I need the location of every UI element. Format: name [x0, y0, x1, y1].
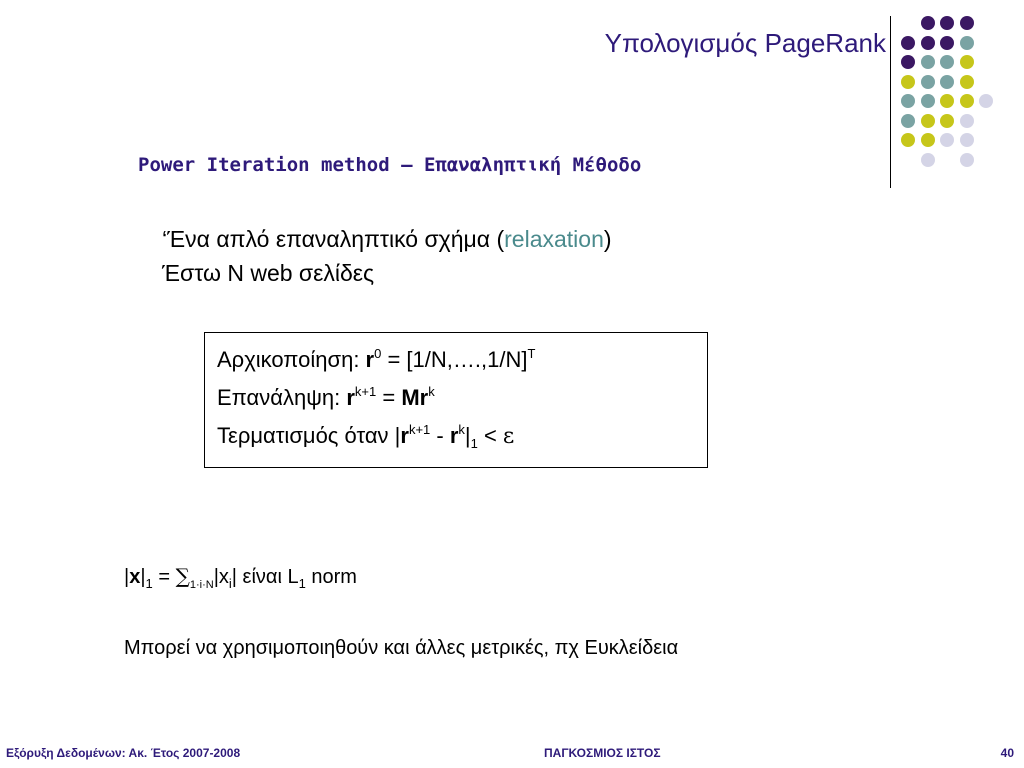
norm-equals: =	[152, 566, 176, 588]
footer-course: Εξόρυξη Δεδομένων: Ακ. Έτος 2007-2008	[6, 746, 241, 760]
norm-xi-subscript: i	[228, 576, 232, 591]
norm-vector-x: x	[129, 566, 141, 588]
iter-label: Επανάληψη:	[217, 385, 347, 410]
norm-word: norm	[305, 566, 357, 588]
decorative-dot	[901, 55, 915, 69]
decorative-dot	[901, 36, 915, 50]
intro-line-1-suffix: )	[603, 226, 612, 252]
decorative-dot	[921, 94, 935, 108]
term-less-than: <	[477, 423, 503, 448]
l1-norm-definition	[124, 564, 357, 589]
decorative-dot	[901, 94, 915, 108]
norm-xi: |x	[213, 566, 229, 588]
term-bar: |	[464, 423, 471, 448]
algorithm-initialization	[217, 341, 707, 379]
decorative-dot	[940, 114, 954, 128]
decorative-dot	[921, 55, 935, 69]
intro-text	[162, 222, 612, 290]
decorative-dot	[921, 133, 935, 147]
decorative-dot	[960, 114, 974, 128]
term-vector-r-2: r	[449, 423, 459, 448]
page-number: 40	[1000, 746, 1014, 760]
algorithm-box	[204, 332, 708, 468]
iter-vector-r: r	[346, 385, 355, 410]
decorative-dot	[979, 94, 993, 108]
norm-text: | είναι L	[231, 566, 299, 588]
term-vector-r: r	[400, 423, 409, 448]
iter-equals: =	[376, 385, 402, 410]
iter-matrix-M: Mr	[401, 385, 429, 410]
decorative-dot	[960, 94, 974, 108]
decorative-dot	[921, 75, 935, 89]
decorative-dot	[940, 16, 954, 30]
slide-subtitle: Power Iteration method – Επαναληπτική Μέθοδο	[138, 154, 642, 176]
decorative-dot	[960, 55, 974, 69]
term-superscript: k+1	[408, 422, 431, 437]
decorative-dot	[940, 75, 954, 89]
intro-line-1-prefix: ‘Ένα απλό επαναληπτικό σχήμα (	[162, 226, 505, 252]
term-label: Τερματισμός όταν |	[217, 423, 401, 448]
intro-line-2: Έστω Ν web σελίδες	[162, 260, 375, 286]
decorative-dot	[901, 75, 915, 89]
decorative-dot	[940, 94, 954, 108]
decorative-dot	[960, 36, 974, 50]
decorative-dot	[940, 55, 954, 69]
term-subscript: 1	[470, 436, 478, 451]
decorative-dot	[940, 133, 954, 147]
algorithm-iteration	[217, 379, 707, 417]
decorative-dot	[940, 36, 954, 50]
init-vector-r: r	[365, 347, 375, 372]
term-minus: -	[430, 423, 450, 448]
init-value: = [1/N,….,1/N]	[381, 347, 528, 372]
decorative-dot	[921, 114, 935, 128]
epsilon-symbol: ε	[502, 424, 515, 449]
sum-range: 1·i·N	[189, 579, 214, 591]
sigma-symbol: ∑	[175, 564, 190, 588]
slide-title: Υπολογισμός PageRank	[604, 28, 886, 58]
decorative-dot	[960, 75, 974, 89]
norm-bar-close: |	[140, 566, 146, 588]
norm-bar-open: |	[124, 566, 130, 588]
decorative-dot	[901, 114, 915, 128]
iter-superscript-k: k	[428, 384, 435, 399]
decorative-dot	[901, 133, 915, 147]
relaxation-keyword: relaxation	[504, 226, 604, 252]
init-superscript: 0	[374, 346, 382, 361]
algorithm-termination	[217, 417, 707, 456]
iter-superscript: k+1	[354, 384, 377, 399]
decorative-dot	[960, 153, 974, 167]
decorative-dot	[921, 36, 935, 50]
decorative-dot	[960, 16, 974, 30]
intro-line-1	[162, 222, 612, 256]
init-transpose: T	[527, 346, 536, 361]
footer-topic: ΠΑΓΚΟΣΜΙΟΣ ΙΣΤΟΣ	[544, 746, 661, 760]
norm-L-subscript: 1	[298, 576, 306, 591]
decorative-dot	[921, 153, 935, 167]
decorative-dot	[960, 133, 974, 147]
term-superscript-k: k	[458, 422, 465, 437]
init-label: Αρχικοποίηση:	[217, 347, 366, 372]
metrics-note: Μπορεί να χρησιμοποιηθούν και άλλες μετρικές, πχ Ευκλείδεια	[124, 637, 679, 659]
decorative-dot	[921, 16, 935, 30]
norm-subscript: 1	[145, 576, 153, 591]
